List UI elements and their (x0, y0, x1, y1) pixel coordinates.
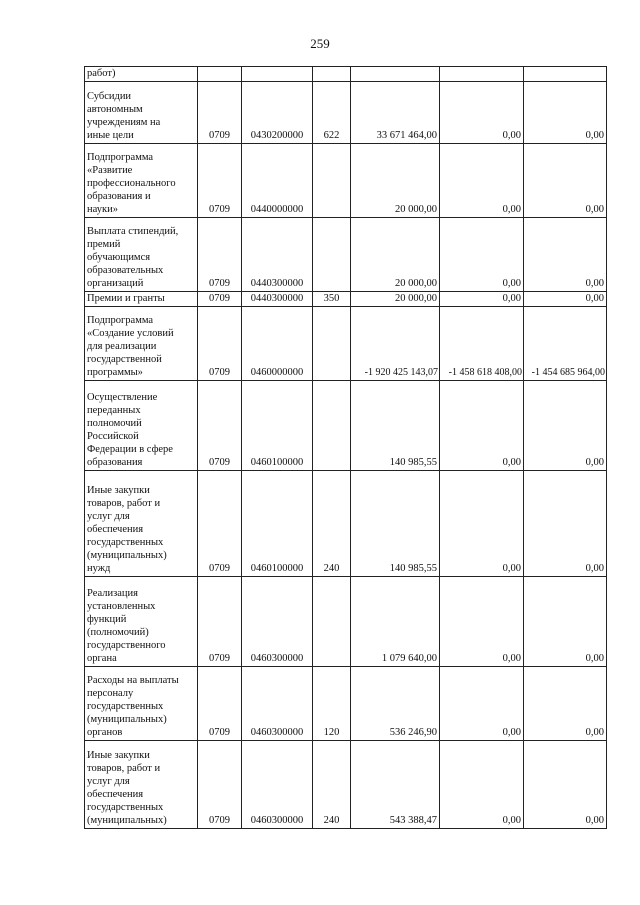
table-row (85, 667, 607, 741)
table-row (85, 144, 607, 218)
cell-amount-year-3-text: 0,00 (585, 457, 604, 468)
cell-amount-year-2-text: 0,00 (502, 563, 521, 574)
cell-amount-year-3-text: -1 454 685 964,00 (531, 367, 605, 378)
cell-amount-year-2-text: 0,00 (502, 293, 521, 304)
cell-expense-type (313, 471, 351, 577)
cell-target-article-text: 0440300000 (250, 293, 304, 304)
cell-expense-type-text: 350 (323, 293, 340, 304)
cell-section-code (198, 144, 242, 218)
table-row (85, 741, 607, 829)
cell-amount-year-3-text: 0,00 (585, 815, 604, 826)
cell-section-code-text: 0709 (209, 367, 230, 378)
cell-target-article-text: 0460100000 (250, 457, 304, 468)
cell-amount-year-1-text: 543 388,47 (389, 815, 437, 826)
cell-section-code-text: 0709 (209, 815, 230, 826)
cell-target-article-text: 0460300000 (250, 653, 304, 664)
cell-name (85, 292, 198, 307)
cell-section-code-text: 0709 (209, 293, 230, 304)
cell-target-article (242, 218, 313, 292)
cell-amount-year-3-text: 0,00 (585, 727, 604, 738)
cell-amount-year-1 (351, 307, 440, 381)
cell-section-code-text: 0709 (209, 653, 230, 664)
cell-section-code (198, 667, 242, 741)
cell-amount-year-3 (524, 307, 607, 381)
cell-expense-type (313, 577, 351, 667)
cell-amount-year-3 (524, 144, 607, 218)
cell-amount-year-1-text: 20 000,00 (395, 293, 437, 304)
cell-amount-year-1 (351, 218, 440, 292)
cell-amount-year-1 (351, 577, 440, 667)
cell-name-text: Осуществление переданных полномочий Российской Федерации в сфере образования (87, 392, 173, 468)
table-body (85, 67, 607, 829)
page-number: 259 (310, 36, 330, 51)
cell-name-text: Подпрограмма «Создание условий для реализации государственной программы» (87, 315, 174, 378)
cell-expense-type-text: 120 (323, 727, 340, 738)
cell-amount-year-2 (440, 381, 524, 471)
cell-name (85, 307, 198, 381)
cell-amount-year-2 (440, 218, 524, 292)
cell-amount-year-2 (440, 67, 524, 82)
cell-amount-year-3 (524, 577, 607, 667)
cell-amount-year-3-text: 0,00 (585, 204, 604, 215)
cell-expense-type (313, 82, 351, 144)
cell-target-article-text: 0440300000 (250, 278, 304, 289)
cell-amount-year-2 (440, 471, 524, 577)
cell-target-article (242, 741, 313, 829)
cell-amount-year-1 (351, 471, 440, 577)
cell-amount-year-1 (351, 381, 440, 471)
cell-expense-type (313, 292, 351, 307)
cell-amount-year-3 (524, 471, 607, 577)
cell-amount-year-3 (524, 381, 607, 471)
cell-amount-year-3-text: 0,00 (585, 653, 604, 664)
cell-name (85, 741, 198, 829)
table-row (85, 82, 607, 144)
cell-amount-year-1 (351, 292, 440, 307)
cell-section-code-text: 0709 (209, 563, 230, 574)
cell-amount-year-1 (351, 67, 440, 82)
cell-name-text: Иные закупки товаров, работ и услуг для обеспечения государственных (муниципальных) нужд (87, 485, 167, 574)
cell-amount-year-2 (440, 144, 524, 218)
cell-expense-type (313, 381, 351, 471)
cell-amount-year-1 (351, 82, 440, 144)
budget-table (84, 66, 607, 829)
cell-name (85, 667, 198, 741)
table-row (85, 471, 607, 577)
cell-name (85, 82, 198, 144)
cell-amount-year-2-text: 0,00 (502, 815, 521, 826)
cell-amount-year-1-text: 1 079 640,00 (381, 653, 437, 664)
cell-name (85, 144, 198, 218)
cell-amount-year-2 (440, 292, 524, 307)
cell-target-article (242, 67, 313, 82)
cell-target-article (242, 82, 313, 144)
cell-expense-type (313, 307, 351, 381)
cell-name (85, 471, 198, 577)
cell-amount-year-2 (440, 741, 524, 829)
cell-amount-year-3-text: 0,00 (585, 293, 604, 304)
cell-amount-year-2-text: -1 458 618 408,00 (448, 367, 522, 378)
cell-target-article (242, 577, 313, 667)
cell-section-code-text: 0709 (209, 130, 230, 141)
cell-amount-year-3 (524, 667, 607, 741)
cell-name (85, 67, 198, 82)
cell-amount-year-1-text: 140 985,55 (389, 563, 437, 574)
cell-section-code-text: 0709 (209, 278, 230, 289)
cell-amount-year-3 (524, 82, 607, 144)
cell-section-code-text: 0709 (209, 204, 230, 215)
cell-section-code (198, 292, 242, 307)
cell-amount-year-2-text: 0,00 (502, 204, 521, 215)
cell-name (85, 577, 198, 667)
cell-target-article-text: 0460000000 (250, 367, 304, 378)
cell-section-code (198, 471, 242, 577)
cell-amount-year-1 (351, 741, 440, 829)
cell-amount-year-3 (524, 67, 607, 82)
cell-target-article-text: 0460300000 (250, 815, 304, 826)
cell-target-article-text: 0430200000 (250, 130, 304, 141)
table-row (85, 292, 607, 307)
cell-name-text: Расходы на выплаты персоналу государственных (муниципальных) органов (87, 675, 179, 738)
cell-amount-year-2-text: 0,00 (502, 457, 521, 468)
cell-amount-year-3 (524, 218, 607, 292)
cell-expense-type-text: 622 (323, 130, 340, 141)
cell-amount-year-1-text: 20 000,00 (395, 278, 437, 289)
cell-name-text: Премии и гранты (87, 293, 165, 304)
table-row (85, 577, 607, 667)
cell-amount-year-3-text: 0,00 (585, 130, 604, 141)
cell-amount-year-1-text: -1 920 425 143,07 (364, 367, 438, 378)
cell-amount-year-1 (351, 144, 440, 218)
cell-amount-year-3-text: 0,00 (585, 563, 604, 574)
cell-expense-type (313, 667, 351, 741)
cell-amount-year-1-text: 140 985,55 (389, 457, 437, 468)
cell-amount-year-1 (351, 667, 440, 741)
cell-name (85, 381, 198, 471)
cell-amount-year-2-text: 0,00 (502, 278, 521, 289)
cell-section-code-text: 0709 (209, 457, 230, 468)
cell-section-code (198, 577, 242, 667)
cell-amount-year-1-text: 20 000,00 (395, 204, 437, 215)
table-row (85, 67, 607, 82)
cell-target-article (242, 667, 313, 741)
cell-expense-type (313, 218, 351, 292)
cell-section-code (198, 82, 242, 144)
cell-name-text: Подпрограмма «Развитие профессионального образования и науки» (87, 152, 176, 215)
cell-expense-type-text: 240 (323, 815, 340, 826)
cell-amount-year-3 (524, 292, 607, 307)
cell-section-code (198, 218, 242, 292)
cell-amount-year-2-text: 0,00 (502, 653, 521, 664)
cell-target-article (242, 381, 313, 471)
cell-target-article (242, 292, 313, 307)
table-row (85, 218, 607, 292)
cell-amount-year-2-text: 0,00 (502, 130, 521, 141)
cell-expense-type (313, 67, 351, 82)
table-row (85, 381, 607, 471)
cell-amount-year-2 (440, 307, 524, 381)
cell-name-text: Реализация установленных функций (полномочий) государственного органа (87, 588, 166, 664)
cell-expense-type (313, 144, 351, 218)
cell-amount-year-2 (440, 577, 524, 667)
cell-expense-type (313, 741, 351, 829)
cell-section-code (198, 381, 242, 471)
cell-amount-year-2-text: 0,00 (502, 727, 521, 738)
table-row (85, 307, 607, 381)
cell-target-article (242, 307, 313, 381)
cell-target-article (242, 471, 313, 577)
cell-amount-year-3 (524, 741, 607, 829)
cell-section-code (198, 741, 242, 829)
cell-target-article-text: 0460100000 (250, 563, 304, 574)
cell-expense-type-text: 240 (323, 563, 340, 574)
cell-name-text: Субсидии автономным учреждениям на иные цели (87, 91, 161, 141)
cell-section-code (198, 67, 242, 82)
cell-name (85, 218, 198, 292)
cell-target-article-text: 0440000000 (250, 204, 304, 215)
cell-name-text: Иные закупки товаров, работ и услуг для обеспечения государственных (муниципальных) (87, 750, 167, 826)
cell-target-article-text: 0460300000 (250, 727, 304, 738)
cell-name-text: работ) (87, 68, 116, 79)
cell-section-code (198, 307, 242, 381)
cell-amount-year-3-text: 0,00 (585, 278, 604, 289)
cell-amount-year-2 (440, 667, 524, 741)
cell-target-article (242, 144, 313, 218)
cell-name-text: Выплата стипендий, премий обучающимся образовательных организаций (87, 226, 179, 289)
cell-amount-year-1-text: 33 671 464,00 (376, 130, 437, 141)
cell-amount-year-1-text: 536 246,90 (389, 727, 437, 738)
cell-section-code-text: 0709 (209, 727, 230, 738)
cell-amount-year-2 (440, 82, 524, 144)
